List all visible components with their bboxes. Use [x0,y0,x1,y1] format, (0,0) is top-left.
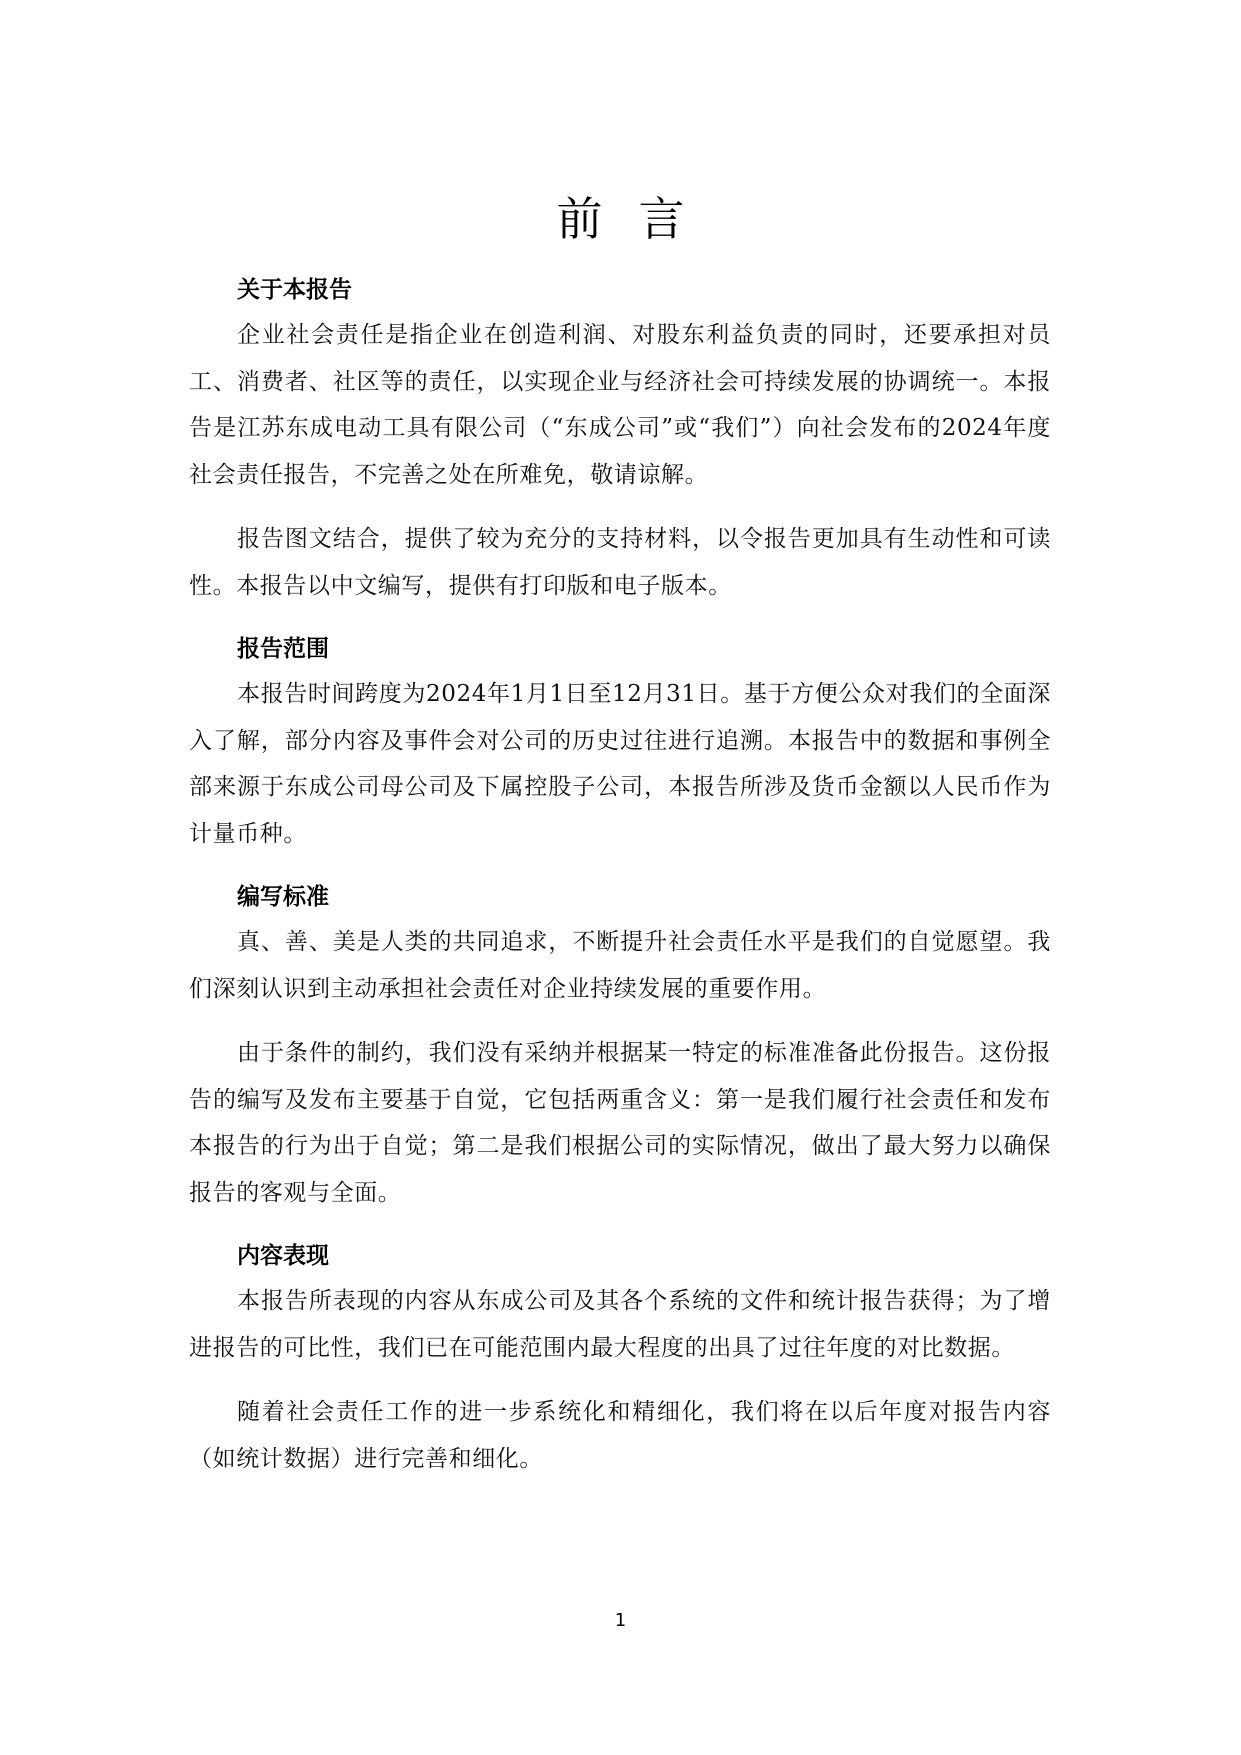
section-heading: 报告范围 [237,636,329,662]
paragraph: 由于条件的制约，我们没有采纳并根据某一特定的标准准备此份报告。这份报告的编写及发布主要基于自觉，它包括两重含义：第一是我们履行社会责任和发布本报告的行为出于自觉；第二是我们根据公司的实际情况，做出了最大努力以确保报告的客观与全面。 [189,1040,1051,1206]
paragraph: 随着社会责任工作的进一步系统化和精细化，我们将在以后年度对报告内容（如统计数据）进行完善和细化。 [189,1399,1051,1472]
paragraph: 本报告所表现的内容从东成公司及其各个系统的文件和统计报告获得；为了增进报告的可比性，我们已在可能范围内最大程度的出具了过往年度的对比数据。 [189,1288,1051,1361]
section-heading: 内容表现 [237,1243,329,1269]
paragraph: 报告图文结合，提供了较为充分的支持材料，以令报告更加具有生动性和可读性。本报告以中文编写，提供有打印版和电子版本。 [189,526,1051,599]
section-report-scope [189,627,1051,857]
paragraph: 真、善、美是人类的共同追求，不断提升社会责任水平是我们的自觉愿望。我们深刻认识到主动承担社会责任对企业持续发展的重要作用。 [189,929,1051,1002]
section-content-presentation [189,1234,1051,1482]
paragraph: 企业社会责任是指企业在创造利润、对股东利益负责的同时，还要承担对员工、消费者、社区等的责任，以实现企业与经济社会可持续发展的协调统一。本报告是江苏东成电动工具有限公司（“东成公司”或“我们”）向社会发布的2024年度社会责任报告，不完善之处在所难免，敬请谅解。 [189,322,1051,488]
section-about-report [189,268,1051,609]
page-number: 1 [614,1610,627,1631]
document-body [189,268,1051,1482]
section-heading: 编写标准 [237,884,329,910]
section-writing-standard [189,875,1051,1216]
paragraph: 本报告时间跨度为2024年1月1日至12月31日。基于方便公众对我们的全面深入了解，部分内容及事件会对公司的历史过往进行追溯。本报告中的数据和事例全部来源于东成公司母公司及下属控股子公司，本报告所涉及货币金额以人民币作为计量币种。 [189,681,1051,847]
section-heading: 关于本报告 [237,277,352,303]
page-title: 前言 [556,191,721,246]
